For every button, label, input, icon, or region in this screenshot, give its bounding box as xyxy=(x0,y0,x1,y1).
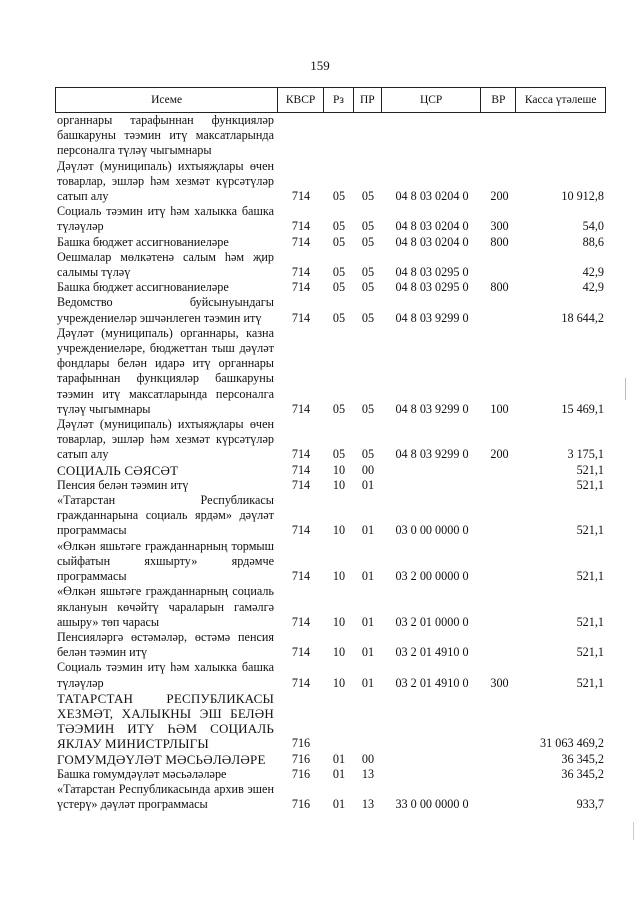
table-row xyxy=(55,280,606,295)
cell-vr: 200 xyxy=(490,447,509,462)
cell-vr: 800 xyxy=(490,280,509,295)
table-row xyxy=(55,539,606,585)
page-number: 159 xyxy=(310,58,330,73)
cell-csr: 03 2 01 4910 0 xyxy=(395,675,469,690)
table-row xyxy=(55,630,606,660)
cell-name: Пенсияләргә өстәмәләр, өстәмә пенсия белән тәэмин итү xyxy=(57,629,274,660)
cell-csr: 04 8 03 0204 0 xyxy=(395,189,469,204)
table-row xyxy=(55,691,606,752)
scan-artifact xyxy=(633,822,634,840)
cell-name: Башка бюджет ассигнованиеләре xyxy=(57,280,229,295)
cell-pr: 00 xyxy=(361,462,375,477)
cell-sum: 36 345,2 xyxy=(561,751,604,766)
cell-pr: 00 xyxy=(361,751,375,766)
cell-sum: 15 469,1 xyxy=(561,401,604,416)
cell-pr: 13 xyxy=(361,766,375,781)
cell-pr: 05 xyxy=(361,234,375,249)
cell-csr: 03 2 01 4910 0 xyxy=(395,645,469,660)
cell-csr: 03 2 00 0000 0 xyxy=(395,569,469,584)
cell-rz: 10 xyxy=(332,614,346,629)
cell-rz: 05 xyxy=(332,265,346,280)
cell-sum: 521,1 xyxy=(576,569,604,584)
cell-pr: 05 xyxy=(361,447,375,462)
scan-artifact xyxy=(625,378,626,400)
table-row xyxy=(55,782,606,812)
cell-kvsr: 714 xyxy=(291,675,311,690)
cell-sum: 54,0 xyxy=(582,219,604,234)
cell-kvsr: 714 xyxy=(291,310,311,325)
cell-name: Дәүләт (муниципаль) органнары, казна учреждениеләре, бюджеттан тыш дәүләт фондлары белән идарә итү органнары тарафыннан функцияләр башкаруны тәэмин итү максатларында персоналга түләү чыгымнары xyxy=(57,325,274,416)
table-row xyxy=(55,417,606,463)
cell-sum: 521,1 xyxy=(576,523,604,538)
cell-sum: 521,1 xyxy=(576,614,604,629)
cell-kvsr: 714 xyxy=(291,645,311,660)
cell-sum: 521,1 xyxy=(576,675,604,690)
cell-csr: 04 8 03 9299 0 xyxy=(395,447,469,462)
cell-rz: 05 xyxy=(332,234,346,249)
table-row xyxy=(55,584,606,630)
cell-sum: 521,1 xyxy=(576,477,604,492)
cell-csr: 04 8 03 0295 0 xyxy=(395,265,469,280)
table-row xyxy=(55,752,606,767)
cell-kvsr: 716 xyxy=(291,736,311,751)
cell-name: «Өлкән яшьтәге гражданнарның социаль яклануын көчәйтү чараларын гамәлгә ашыру» төп чарасы xyxy=(57,584,274,629)
cell-csr: 04 8 03 9299 0 xyxy=(395,310,469,325)
table-row xyxy=(55,478,606,493)
cell-sum: 933,7 xyxy=(576,797,604,812)
cell-rz: 10 xyxy=(332,645,346,660)
cell-rz: 01 xyxy=(332,797,346,812)
cell-rz: 10 xyxy=(332,462,346,477)
table-row xyxy=(55,767,606,782)
cell-sum: 31 063 469,2 xyxy=(540,736,604,751)
cell-sum: 521,1 xyxy=(576,462,604,477)
cell-rz: 01 xyxy=(332,751,346,766)
cell-csr: 04 8 03 9299 0 xyxy=(395,401,469,416)
header-name: Исеме xyxy=(56,88,278,112)
cell-name: СОЦИАЛЬ СӘЯСӘТ xyxy=(57,462,179,478)
cell-sum: 10 912,8 xyxy=(561,189,604,204)
cell-kvsr: 714 xyxy=(291,523,311,538)
cell-pr: 01 xyxy=(361,569,375,584)
cell-vr: 200 xyxy=(490,189,509,204)
table-body xyxy=(55,113,606,812)
cell-kvsr: 716 xyxy=(291,751,311,766)
table-row xyxy=(55,113,606,159)
cell-vr: 300 xyxy=(490,219,509,234)
cell-pr: 05 xyxy=(361,280,375,295)
cell-name: Ведомство буйсынуындагы учреждениеләр эшчәнлеген тәэмин итү xyxy=(57,295,274,325)
cell-pr: 01 xyxy=(361,675,375,690)
cell-rz: 05 xyxy=(332,310,346,325)
cell-kvsr: 714 xyxy=(291,569,311,584)
cell-kvsr: 716 xyxy=(291,766,311,781)
cell-kvsr: 714 xyxy=(291,401,311,416)
cell-kvsr: 714 xyxy=(291,234,311,249)
cell-rz: 01 xyxy=(332,766,346,781)
table-row xyxy=(55,235,606,250)
header-sum: Касса үтәлеше xyxy=(524,93,597,106)
table-row xyxy=(55,250,606,280)
cell-pr: 05 xyxy=(361,265,375,280)
header-rz: Рз xyxy=(324,88,354,112)
table-header xyxy=(55,87,606,113)
cell-name: Социаль тәэмин итү һәм халыкка башка түләүләр xyxy=(57,660,274,690)
cell-kvsr: 716 xyxy=(291,797,311,812)
cell-rz: 10 xyxy=(332,569,346,584)
cell-sum: 18 644,2 xyxy=(561,310,604,325)
cell-csr: 03 2 01 0000 0 xyxy=(395,614,469,629)
cell-name: «Өлкән яшьтәге гражданнарның тормыш сыйфатын яхшырту» ярдәмче программасы xyxy=(57,538,274,584)
cell-sum: 42,9 xyxy=(582,265,604,280)
cell-sum: 88,6 xyxy=(582,234,604,249)
cell-pr: 01 xyxy=(361,614,375,629)
cell-kvsr: 714 xyxy=(291,280,311,295)
cell-sum: 42,9 xyxy=(582,280,604,295)
cell-rz: 05 xyxy=(332,401,346,416)
header-csr: ЦСР xyxy=(382,88,482,112)
cell-name: органнары тарафыннан функцияләр башкаруны тәэмин итү максатларында персоналга түләү чыгымнары xyxy=(57,113,274,158)
cell-pr: 01 xyxy=(361,477,375,492)
cell-pr: 05 xyxy=(361,189,375,204)
cell-csr: 33 0 00 0000 0 xyxy=(395,797,469,812)
cell-name: Социаль тәэмин итү һәм халыкка башка түләүләр xyxy=(57,204,274,234)
cell-name: «Татарстан Республикасы гражданнарына социаль ярдәм» дәүләт программасы xyxy=(57,493,274,538)
cell-csr: 03 0 00 0000 0 xyxy=(395,523,469,538)
cell-csr: 04 8 03 0295 0 xyxy=(395,280,469,295)
cell-rz: 05 xyxy=(332,280,346,295)
cell-pr: 13 xyxy=(361,797,375,812)
cell-name: Оешмалар мөлкәтенә салым һәм җир салымы түләү xyxy=(57,249,274,280)
header-pr: ПР xyxy=(354,88,382,112)
cell-name: Дәүләт (муниципаль) ихтыяҗлары өчен товарлар, эшләр һәм хезмәт күрсәтүләр сатып алу xyxy=(57,417,274,462)
cell-name: ГОМУМДӘҮЛӘТ МӘСЬӘЛӘЛӘРЕ xyxy=(57,751,266,767)
table-row xyxy=(55,660,606,690)
header-vr: ВР xyxy=(481,88,516,112)
cell-rz: 10 xyxy=(332,523,346,538)
cell-name: Башка гомумдәүләт мәсьәләләре xyxy=(57,766,227,781)
cell-name: Башка бюджет ассигнованиеләре xyxy=(57,234,229,249)
budget-table xyxy=(55,87,606,812)
cell-csr: 04 8 03 0204 0 xyxy=(395,234,469,249)
cell-sum: 36 345,2 xyxy=(561,766,604,781)
cell-rz: 10 xyxy=(332,477,346,492)
cell-sum: 521,1 xyxy=(576,645,604,660)
table-row xyxy=(55,326,606,417)
cell-pr: 05 xyxy=(361,310,375,325)
cell-kvsr: 714 xyxy=(291,462,311,477)
cell-vr: 800 xyxy=(490,234,509,249)
cell-kvsr: 714 xyxy=(291,447,311,462)
table-row xyxy=(55,295,606,325)
table-row xyxy=(55,159,606,205)
cell-csr: 04 8 03 0204 0 xyxy=(395,219,469,234)
cell-name: «Татарстан Республикасында архив эшен үстерү» дәүләт программасы xyxy=(57,781,274,812)
cell-vr: 300 xyxy=(490,675,509,690)
cell-kvsr: 714 xyxy=(291,219,311,234)
cell-pr: 05 xyxy=(361,219,375,234)
table-row xyxy=(55,493,606,539)
cell-vr: 100 xyxy=(490,401,509,416)
cell-sum: 3 175,1 xyxy=(567,447,604,462)
table-row xyxy=(55,204,606,234)
cell-kvsr: 714 xyxy=(291,477,311,492)
table-row xyxy=(55,463,606,478)
cell-rz: 05 xyxy=(332,219,346,234)
cell-pr: 01 xyxy=(361,523,375,538)
cell-name: Дәүләт (муниципаль) ихтыяҗлары өчен товарлар, эшләр һәм хезмәт күрсәтүләр сатып алу xyxy=(57,158,274,204)
cell-kvsr: 714 xyxy=(291,189,311,204)
cell-kvsr: 714 xyxy=(291,614,311,629)
header-kvsr: КВСР xyxy=(278,88,324,112)
cell-rz: 05 xyxy=(332,189,346,204)
cell-name: ТАТАРСТАН РЕСПУБЛИКАСЫ ХЕЗМӘТ, ХАЛЫКНЫ ЭШ БЕЛӘН ТӘЭМИН ИТҮ ҺӘМ СОЦИАЛЬ ЯКЛАУ МИНИСТРЛЫГЫ xyxy=(57,690,274,752)
cell-rz: 10 xyxy=(332,675,346,690)
cell-kvsr: 714 xyxy=(291,265,311,280)
cell-pr: 05 xyxy=(361,401,375,416)
cell-name: Пенсия белән тәэмин итү xyxy=(57,477,189,492)
cell-pr: 01 xyxy=(361,645,375,660)
cell-rz: 05 xyxy=(332,447,346,462)
